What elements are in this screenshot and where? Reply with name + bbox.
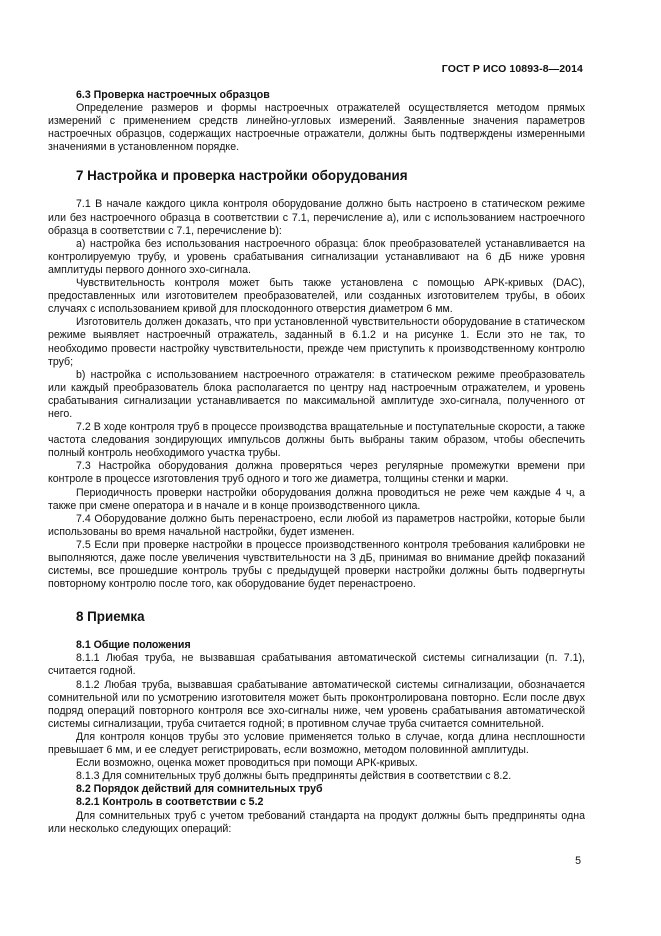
- section-title-8: 8 Приемка: [76, 609, 145, 625]
- paragraph-8-1-2-c: Если возможно, оценка может проводиться при помощи АРК-кривых.: [76, 757, 418, 770]
- paragraph-7-2: 7.2 В ходе контроля труб в процессе производства вращательные и поступательные скорости, а также частота следования зондирующих импульсов должны быть выбраны таким образом, чтобы обеспечить полный контроль необходимого участка трубы.: [48, 421, 585, 460]
- paragraph-7-3-b: Периодичность проверки настройки оборудования должна проводиться не реже чем каждые 4 ч, а также при смене оператора и в начале и в конце производственного цикла.: [48, 486, 585, 512]
- paragraph-8-1-3: 8.1.3 Для сомнительных труб должны быть предприняты действия в соответствии с 8.2.: [76, 770, 512, 783]
- paragraph-7-5: 7.5 Если при проверке настройки в процессе производственного контроля требования калибровки не выполняются, даже после увеличения чувствительности на 3 дБ, принимая во внимание дрейф показаний системы, все прошедшие контроль трубы с предыдущей проверки настройки должны быть подвергнуты повторному контролю после того, как оборудование будет перенастроено.: [48, 538, 585, 591]
- paragraph-8-1-1: 8.1.1 Любая труба, не вызвавшая срабатывания автоматической системы сигнализации (п. 7.1), считается годной.: [48, 652, 585, 678]
- paragraph-8-1-2: 8.1.2 Любая труба, вызвавшая срабатывание автоматической системы сигнализации, обозначается сомнительной или по усмотрению изготовителя может быть проконтролирована повторно. Если после двух подряд операций повторного контроля все эхо-сигналы ниже, чем уровень срабатывания автоматической системы сигнализации, труба считается годной; в противном случае труба считается сомнительной.: [48, 678, 585, 730]
- section-title-7: 7 Настройка и проверка настройки оборудования: [76, 168, 408, 184]
- subsection-title-8-2-1: 8.2.1 Контроль в соответствии с 5.2: [76, 796, 264, 809]
- document-header: ГОСТ Р ИСО 10893-8—2014: [441, 63, 583, 75]
- subsection-title-6-3: 6.3 Проверка настроечных образцов: [76, 89, 270, 101]
- page-content: [48, 89, 585, 836]
- page-number: 5: [575, 855, 581, 867]
- paragraph-6-3: Определение размеров и формы настроечных отражателей осуществляется методом прямых измерений с применением средств линейно-угловых измерений. Заявленные значения параметров настроечных образцов, содержащих настроечные отражатели, должны быть подтверждены измеренными значениями в установленном порядке.: [48, 102, 585, 154]
- subsection-title-8-1: 8.1 Общие положения: [76, 639, 191, 652]
- paragraph-7-3: 7.3 Настройка оборудования должна проверяться через регулярные промежутки времени при контроле в процессе изготовления труб одного и того же диаметра, толщины стенки и марки.: [48, 460, 585, 486]
- paragraph-7-1-a: a) настройка без использования настроечного образца: блок преобразователей устанавливается на контролируемую трубу, и уровень срабатывания сигнализации устанавливают на 6 дБ ниже уровня амплитуды первого донного эхо-сигнала.: [48, 237, 585, 276]
- paragraph-7-1-a-3: Изготовитель должен доказать, что при установленной чувствительности оборудование в статическом режиме выявляет настроечный отражатель, заданный в 6.1.2 и на рисунке 1. Если это не так, то необходимо провести настройку чувствительности, прежде чем приступить к производственному контролю труб;: [48, 316, 585, 368]
- paragraph-7-1-b: b) настройка с использованием настроечного отражателя: в статическом режиме преобразователь или каждый преобразователь блока располагается по центру над настроечным отражателем, и уровень срабатывания сигнализации устанавливается по максимальной амплитуде эхо-сигнала, полученного от него.: [48, 368, 585, 420]
- paragraph-7-1: 7.1 В начале каждого цикла контроля оборудование должно быть настроено в статическом режиме или без настроечного образца в соответствии с 7.1, перечисление a), или с использованием настроечного образца в соответствии с 7.1, перечисление b):: [48, 198, 585, 237]
- subsection-title-8-2: 8.2 Порядок действий для сомнительных труб: [76, 783, 323, 796]
- paragraph-8-1-2-b: Для контроля концов трубы это условие применяется только в случае, когда длина несплошности превышает 6 мм, и ее следует регистрировать, если возможно, методом половинной амплитуды.: [48, 730, 585, 757]
- paragraph-7-4: 7.4 Оборудование должно быть перенастроено, если любой из параметров настройки, которые были использованы во время начальной настройки, будет изменен.: [48, 512, 585, 538]
- paragraph-8-2-1: Для сомнительных труб с учетом требований стандарта на продукт должны быть предприняты одна или несколько следующих операций:: [48, 809, 585, 835]
- paragraph-7-1-a-2: Чувствительность контроля может быть также установлена с помощью АРК-кривых (DAC), предоставленных или изготовителем преобразователей, или созданных изготовителем трубы, в обоих случаях с использованием кривой для плоскодонного отверстия диаметром 6 мм.: [48, 277, 585, 316]
